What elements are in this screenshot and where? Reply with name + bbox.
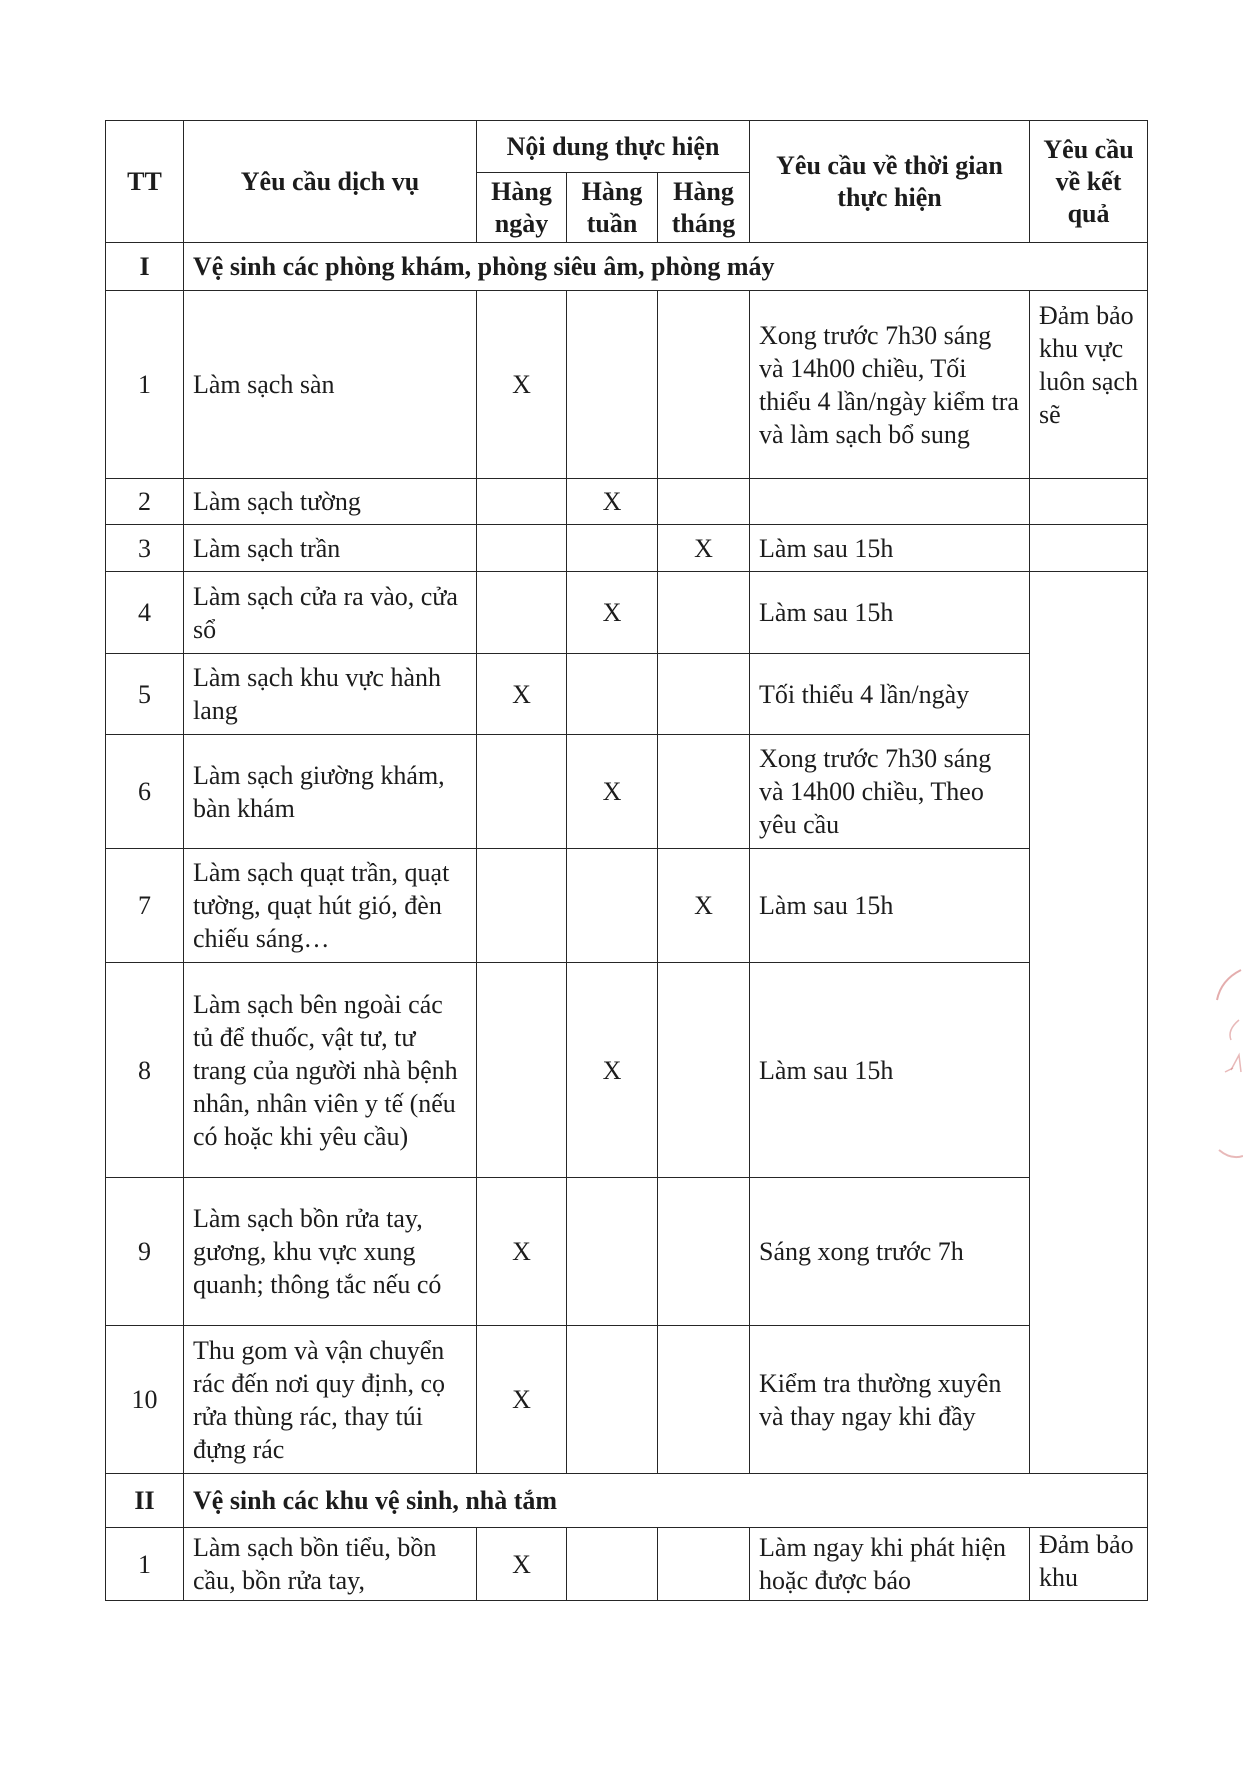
row-monthly bbox=[658, 654, 750, 735]
row-service: Làm sạch trần bbox=[184, 525, 477, 572]
header-weekly: Hàng tuần bbox=[567, 173, 658, 243]
row-daily: X bbox=[477, 654, 567, 735]
row-number: 2 bbox=[106, 479, 184, 525]
row-number: 1 bbox=[106, 1528, 184, 1601]
row-monthly: X bbox=[658, 849, 750, 963]
row-time: Tối thiểu 4 lần/ngày bbox=[750, 654, 1030, 735]
row-service: Làm sạch giường khám, bàn khám bbox=[184, 735, 477, 849]
row-monthly bbox=[658, 963, 750, 1178]
table-row bbox=[106, 1528, 1148, 1601]
row-number: 3 bbox=[106, 525, 184, 572]
row-time bbox=[750, 479, 1030, 525]
row-weekly bbox=[567, 1178, 658, 1326]
row-weekly bbox=[567, 849, 658, 963]
row-weekly: X bbox=[567, 479, 658, 525]
row-daily: X bbox=[477, 1528, 567, 1601]
table-row bbox=[106, 525, 1148, 572]
result-cell: Đảm bảo khu bbox=[1030, 1528, 1148, 1601]
row-service: Thu gom và vận chuyển rác đến nơi quy định, cọ rửa thùng rác, thay túi đựng rác bbox=[184, 1326, 477, 1474]
row-weekly bbox=[567, 525, 658, 572]
row-daily: X bbox=[477, 1326, 567, 1474]
row-number: 4 bbox=[106, 572, 184, 654]
table-row bbox=[106, 572, 1148, 654]
row-time: Làm sau 15h bbox=[750, 963, 1030, 1178]
table-row bbox=[106, 654, 1148, 735]
table-row bbox=[106, 479, 1148, 525]
section-row bbox=[106, 1474, 1148, 1528]
row-daily bbox=[477, 735, 567, 849]
result-cell-empty bbox=[1030, 525, 1148, 572]
table-row bbox=[106, 963, 1148, 1178]
row-monthly bbox=[658, 572, 750, 654]
row-daily bbox=[477, 572, 567, 654]
header-content-group: Nội dung thực hiện bbox=[477, 121, 750, 173]
header-monthly: Hàng tháng bbox=[658, 173, 750, 243]
row-daily bbox=[477, 963, 567, 1178]
row-number: 9 bbox=[106, 1178, 184, 1326]
header-tt: TT bbox=[106, 121, 184, 243]
row-number: 5 bbox=[106, 654, 184, 735]
row-time: Kiểm tra thường xuyên và thay ngay khi đầy bbox=[750, 1326, 1030, 1474]
row-time: Làm sau 15h bbox=[750, 572, 1030, 654]
row-time: Sáng xong trước 7h bbox=[750, 1178, 1030, 1326]
table-row bbox=[106, 1178, 1148, 1326]
header-result: Yêu cầu về kết quả bbox=[1030, 121, 1148, 243]
table-row bbox=[106, 1326, 1148, 1474]
table-row bbox=[106, 849, 1148, 963]
row-monthly bbox=[658, 291, 750, 479]
result-cell-empty bbox=[1030, 654, 1148, 735]
row-time: Làm sau 15h bbox=[750, 849, 1030, 963]
header-daily: Hàng ngày bbox=[477, 173, 567, 243]
row-daily bbox=[477, 849, 567, 963]
result-cell-empty bbox=[1030, 735, 1148, 849]
row-daily bbox=[477, 525, 567, 572]
row-number: 7 bbox=[106, 849, 184, 963]
row-service: Làm sạch khu vực hành lang bbox=[184, 654, 477, 735]
row-number: 1 bbox=[106, 291, 184, 479]
row-monthly bbox=[658, 735, 750, 849]
row-time: Xong trước 7h30 sáng và 14h00 chiều, Theo yêu cầu bbox=[750, 735, 1030, 849]
row-service: Làm sạch quạt trần, quạt tường, quạt hút gió, đèn chiếu sáng… bbox=[184, 849, 477, 963]
section-row bbox=[106, 243, 1148, 291]
result-cell-empty bbox=[1030, 479, 1148, 525]
section-number: I bbox=[106, 243, 184, 291]
result-cell-empty bbox=[1030, 1178, 1148, 1326]
table-row bbox=[106, 735, 1148, 849]
result-cell-empty bbox=[1030, 849, 1148, 963]
header-row-1 bbox=[106, 121, 1148, 173]
row-service: Làm sạch bồn rửa tay, gương, khu vực xung quanh; thông tắc nếu có bbox=[184, 1178, 477, 1326]
row-weekly: X bbox=[567, 963, 658, 1178]
table-row bbox=[106, 291, 1148, 479]
service-requirements-table bbox=[105, 120, 1148, 1601]
row-weekly: X bbox=[567, 572, 658, 654]
result-cell: Đảm bảo khu vực luôn sạch sẽ bbox=[1030, 291, 1148, 479]
header-service: Yêu cầu dịch vụ bbox=[184, 121, 477, 243]
row-number: 6 bbox=[106, 735, 184, 849]
row-daily bbox=[477, 479, 567, 525]
row-time: Làm sau 15h bbox=[750, 525, 1030, 572]
row-monthly bbox=[658, 1528, 750, 1601]
header-time: Yêu cầu về thời gian thực hiện bbox=[750, 121, 1030, 243]
row-service: Làm sạch cửa ra vào, cửa sổ bbox=[184, 572, 477, 654]
section-title: Vệ sinh các khu vệ sinh, nhà tắm bbox=[184, 1474, 1148, 1528]
row-monthly bbox=[658, 1178, 750, 1326]
row-weekly: X bbox=[567, 735, 658, 849]
row-time: Làm ngay khi phát hiện hoặc được báo bbox=[750, 1528, 1030, 1601]
row-daily: X bbox=[477, 1178, 567, 1326]
result-cell-empty bbox=[1030, 1326, 1148, 1474]
row-weekly bbox=[567, 1528, 658, 1601]
row-monthly bbox=[658, 479, 750, 525]
row-service: Làm sạch bồn tiểu, bồn cầu, bồn rửa tay, bbox=[184, 1528, 477, 1601]
section-title: Vệ sinh các phòng khám, phòng siêu âm, phòng máy bbox=[184, 243, 1148, 291]
row-time: Xong trước 7h30 sáng và 14h00 chiều, Tối thiểu 4 lần/ngày kiểm tra và làm sạch bổ sung bbox=[750, 291, 1030, 479]
section-number: II bbox=[106, 1474, 184, 1528]
row-number: 8 bbox=[106, 963, 184, 1178]
row-weekly bbox=[567, 291, 658, 479]
row-weekly bbox=[567, 654, 658, 735]
row-service: Làm sạch bên ngoài các tủ để thuốc, vật tư, tư trang của người nhà bệnh nhân, nhân viên y tế (nếu có hoặc khi yêu cầu) bbox=[184, 963, 477, 1178]
row-daily: X bbox=[477, 291, 567, 479]
row-number: 10 bbox=[106, 1326, 184, 1474]
row-service: Làm sạch sàn bbox=[184, 291, 477, 479]
row-monthly: X bbox=[658, 525, 750, 572]
row-service: Làm sạch tường bbox=[184, 479, 477, 525]
row-monthly bbox=[658, 1326, 750, 1474]
result-cell-empty bbox=[1030, 963, 1148, 1178]
result-cell-empty bbox=[1030, 572, 1148, 654]
row-weekly bbox=[567, 1326, 658, 1474]
stamp-fragment bbox=[1213, 960, 1243, 1180]
